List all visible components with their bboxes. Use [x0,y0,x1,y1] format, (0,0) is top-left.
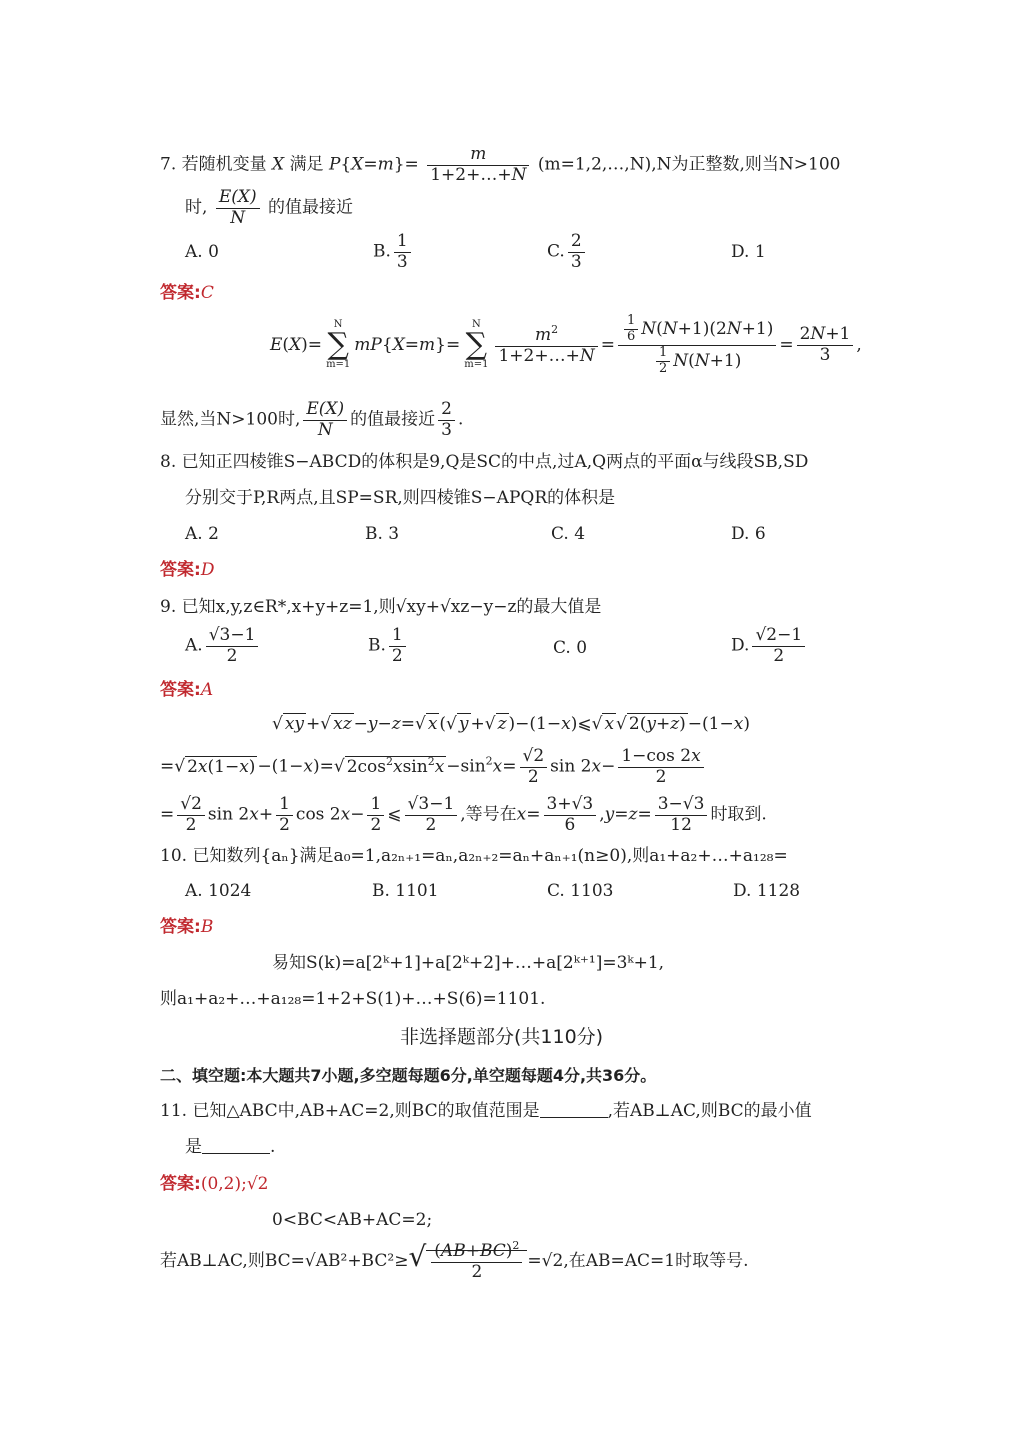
q10-option-d: D. 1128 [733,881,801,901]
q7-option-a: A. 0 [185,242,219,262]
q7-time: 时, [185,197,208,218]
q7-answer-value: C [200,283,214,303]
q10-option-a: A. 1024 [185,881,252,901]
q7-option-d: D. 1 [731,242,766,262]
q8-option-a: A. 2 [185,524,219,544]
q9-solution-line2: =√ 2x(1−x) −(1−x)=√ $2\cos^2xsin^2x -\sin^2x=$ $\frac{√2}{2}$ sin 2x− $\frac{1-\cos 2x}{2}$ [160,747,707,787]
q11-blank-1 [540,1117,608,1118]
q7-stem: 7. 若随机变量 X 满足 P{X=m}= $\frac{m}{1+2+\dots+N}$ (m=1,2,…,N),N为正整数,则当N>100 [160,144,841,185]
section-title: 非选择题部分(共110分) [400,1026,604,1048]
q11-solution-line1: 0<BC<AB+AC=2; [272,1210,433,1230]
q8-option-b: B. 3 [365,524,400,544]
q7-option-b: B. $\frac{1}{3}$ [373,232,414,272]
q11-solution-line2: 若AB⊥AC,则BC=√AB²+BC²≥√ $\frac{(AB+BC)^2}{2}$ =√2,在AB=AC=1时取等号. [160,1239,749,1282]
q10-solution-line2: 则a₁+a₂+…+a₁₂₈=1+2+S(1)+…+S(6)=1101. [160,989,546,1009]
q9-stem: 9. 已知x,y,z∈R*,x+y+z=1,则√xy+√xz−y−z的最大值是 [160,597,602,617]
q8-stem-line1: 8. 已知正四棱锥S−ABCD的体积是9,Q是SC的中点,过A,Q两点的平面α与线段SB,SD [160,452,809,472]
q7-stem-a: 若随机变量 [181,154,267,175]
q7-solution-formula: E(X)=N ∑ m=1mP{X=m}=N ∑ m=1 $\frac{m^2}{1+2+\dots+N}$ = $\frac{1}{6}$ N(N+1)(2N+1) $\frac{1}{2}$ N(N+1) = $\frac{2N+1}{3}$ , [270,313,862,376]
q9-option-a: A. $\frac{√3-1}{2}$ [185,626,261,666]
q7-ratio-fraction: $\frac{E(X)}{N}$ [216,188,260,228]
q7-prob-fraction: $\frac{m}{1+2+\dots+N}$ [427,145,529,185]
section-subtitle: 二、填空题:本大题共7小题,多空题每题6分,单空题每题4分,共36分。 [160,1066,657,1085]
q7-stem-c: 的值最接近 [268,197,353,218]
q7-conclusion: 显然,当N>100时, $\frac{E(X)}{N}$ 的值最接近 $\frac{2}{3}$ . [160,399,464,440]
q8-answer: 答案:D [160,560,215,580]
q9-answer: 答案:A [160,680,214,700]
q8-stem-line2: 分别交于P,R两点,且SP=SR,则四棱锥S−APQR的体积是 [185,488,616,508]
q10-solution-line1: 易知S(k)=a[2ᵏ+1]+a[2ᵏ+2]+…+a[2ᵏ⁺¹]=3ᵏ+1, [272,953,665,973]
q10-option-b: B. 1101 [372,881,439,901]
q9-solution-line1: √ xy +√ xz −y−z=√ x (√ y +√ z )−(1−x)⩽√ x √ 2(y+z) −(1−x) [272,714,750,734]
q7-option-c: C. $\frac{2}{3}$ [547,232,588,272]
q11-stem-line1: 11. 已知△ABC中,AB+AC=2,则BC的取值范围是 ,若AB⊥AC,则BC的最小值 [160,1101,812,1121]
q7-answer-label: 答案: [160,283,201,303]
q9-option-d: D. $\frac{√2-1}{2}$ [731,626,808,666]
q11-answer: 答案:(0,2);√2 [160,1174,269,1194]
q10-option-c: C. 1103 [547,881,614,901]
q9-option-b: B. $\frac{1}{2}$ [368,626,409,666]
q9-solution-line3: = $\frac{√2}{2}$ sin 2x+ $\frac{1}{2}$ cos 2x− $\frac{1}{2}$ ⩽ $\frac{√3-1}{2}$ ,等号在x= $\frac{3+√3}{6}$ ,y=z= $\frac{3-√3}{12}$ 时取到. [160,794,767,835]
q11-blank-2 [202,1153,270,1154]
q11-stem-line2: 是 . [185,1137,276,1157]
q9-option-c: C. 0 [553,638,588,658]
q7-stem-line2 [185,188,353,228]
q10-stem: 10. 已知数列{aₙ}满足a₀=1,a₂ₙ₊₁=aₙ,a₂ₙ₊₂=aₙ+aₙ₊₁(n≥0),则a₁+a₂+…+a₁₂₈= [160,846,788,866]
q7-number: 7. [160,154,177,175]
q7-stem-b: 满足 [289,154,324,175]
q7-condition: (m=1,2,…,N),N为正整数,则当N>100 [537,154,841,175]
q8-option-d: D. 6 [731,524,766,544]
q7-answer [160,283,214,303]
q10-answer: 答案:B [160,917,214,937]
q8-option-c: C. 4 [551,524,586,544]
